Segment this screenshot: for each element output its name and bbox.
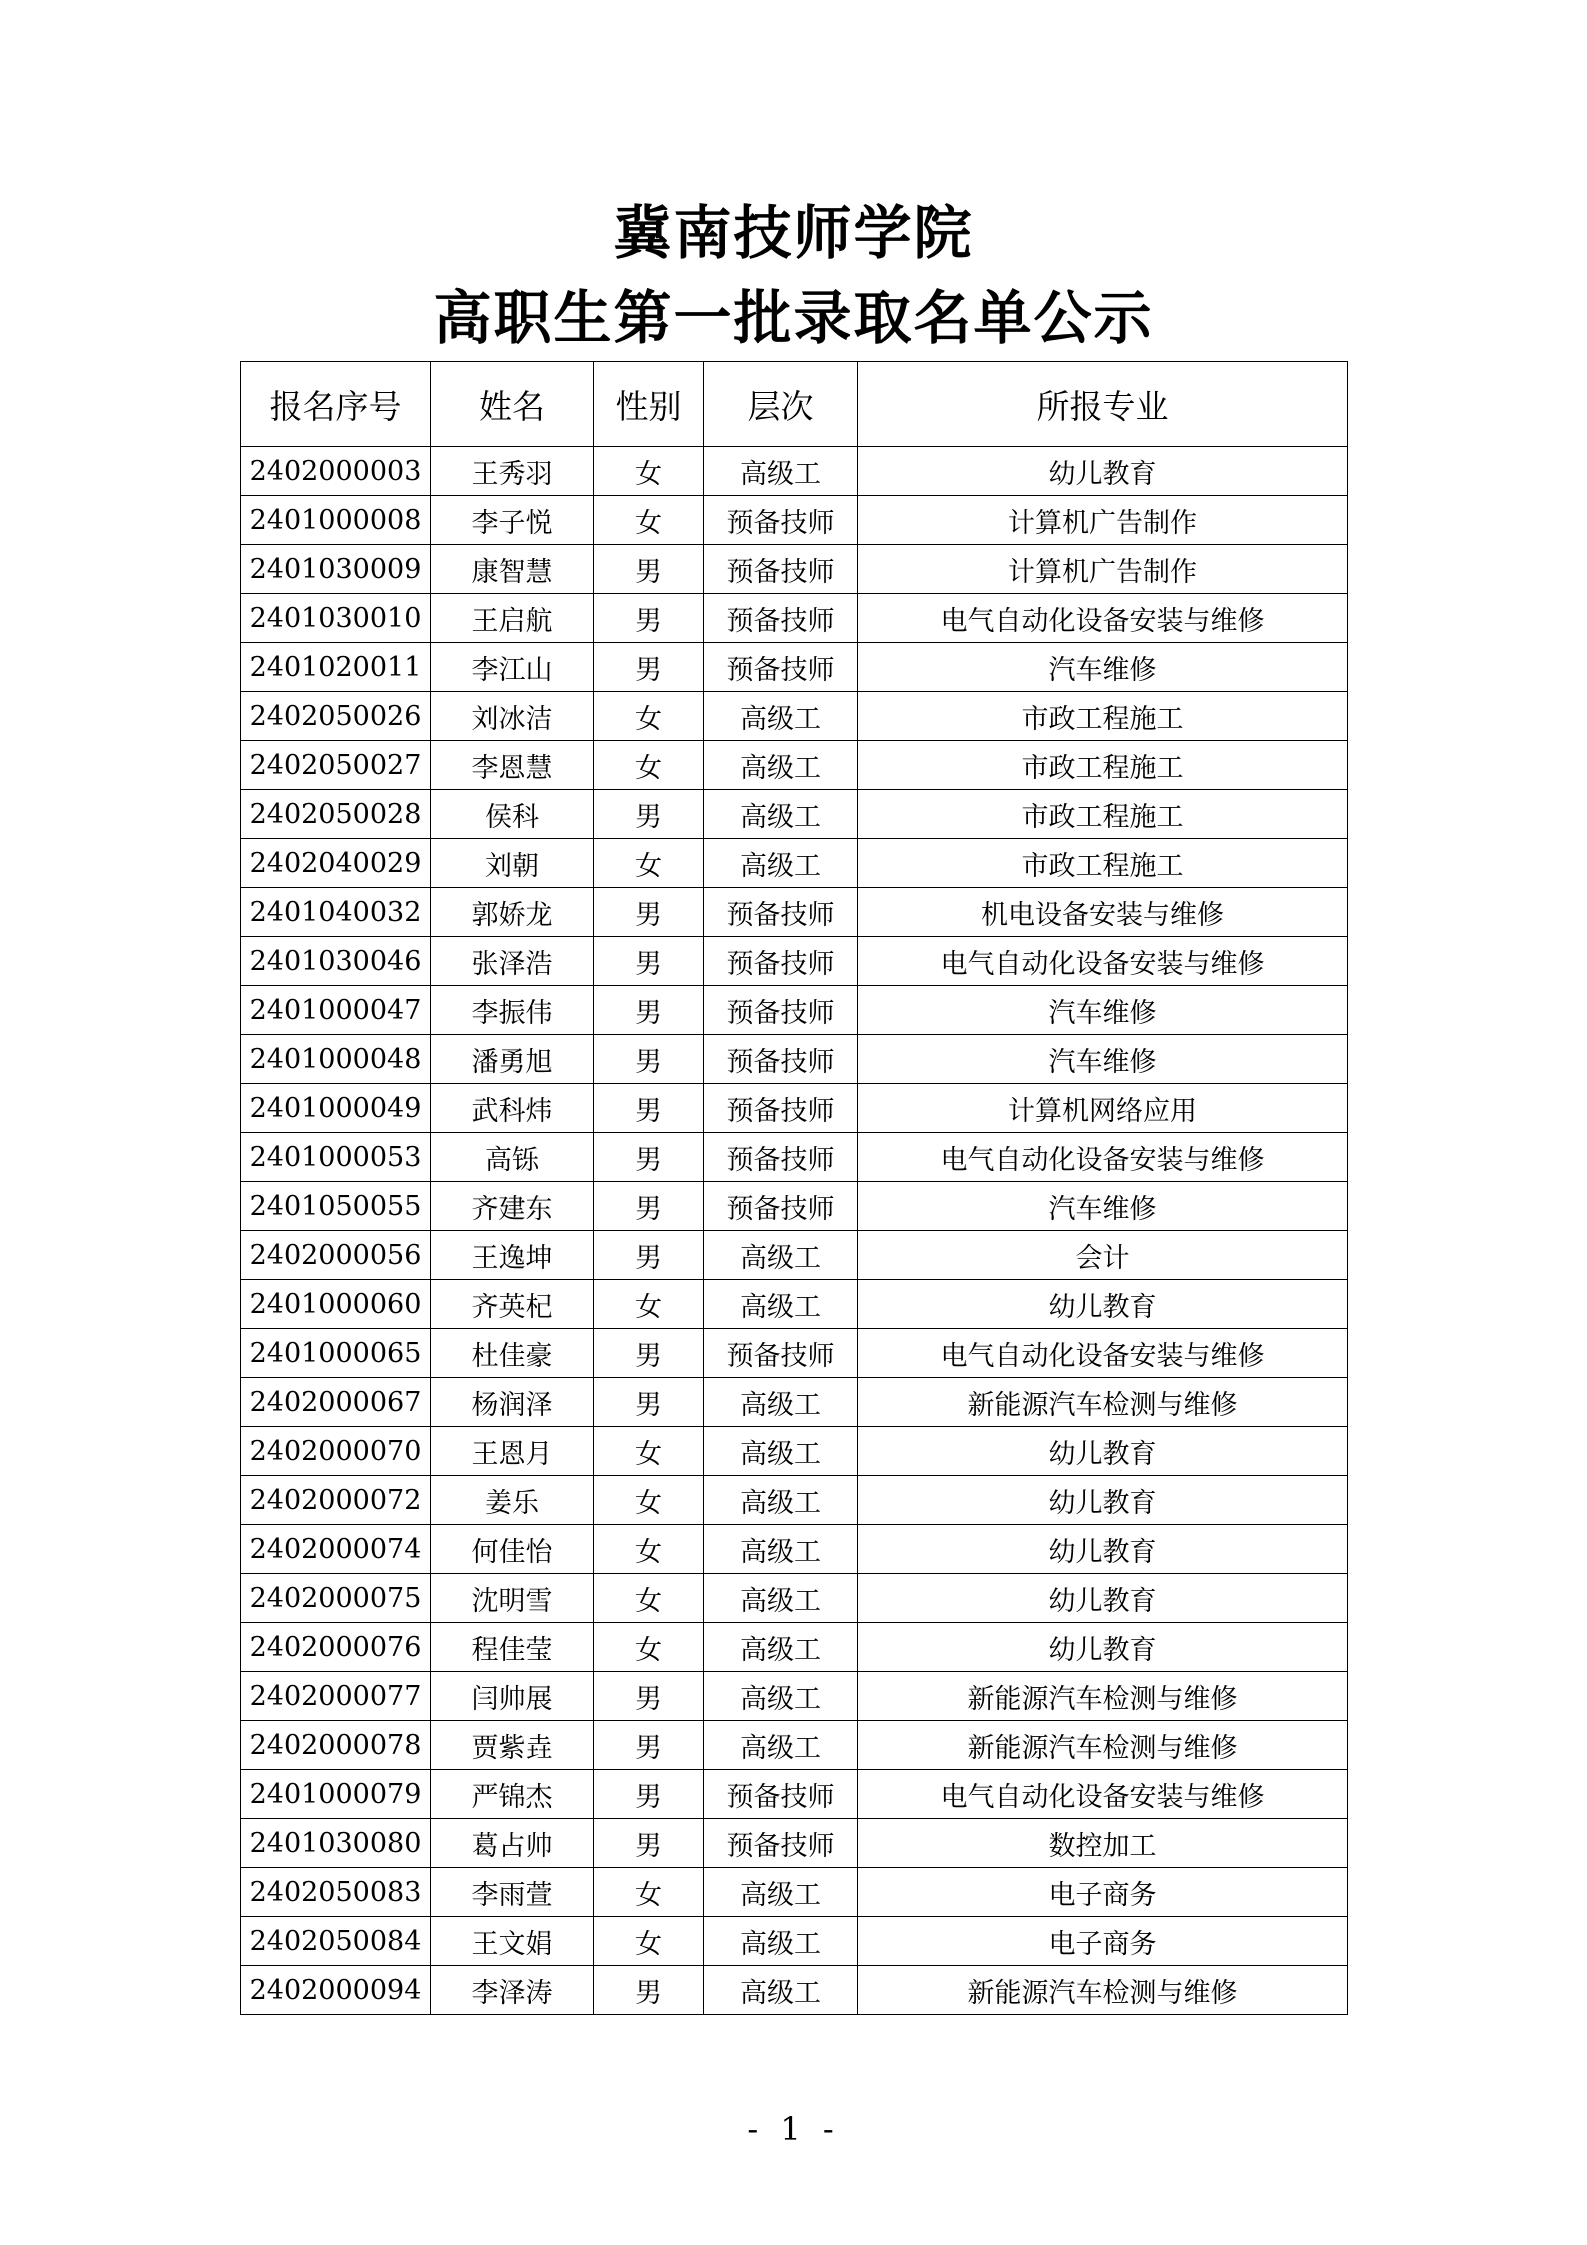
table-row xyxy=(241,447,1348,496)
cell-registration-number: 2402050083 xyxy=(241,1868,431,1917)
cell-name: 侯科 xyxy=(431,790,594,839)
cell-major: 会计 xyxy=(858,1231,1348,1280)
cell-gender: 女 xyxy=(594,1476,704,1525)
cell-major: 新能源汽车检测与维修 xyxy=(858,1378,1348,1427)
table-body xyxy=(241,447,1348,2015)
cell-registration-number: 2402050026 xyxy=(241,692,431,741)
cell-level: 预备技师 xyxy=(704,1819,858,1868)
cell-registration-number: 2402000075 xyxy=(241,1574,431,1623)
cell-major: 机电设备安装与维修 xyxy=(858,888,1348,937)
table-row xyxy=(241,839,1348,888)
cell-level: 高级工 xyxy=(704,1966,858,2015)
cell-major: 汽车维修 xyxy=(858,1182,1348,1231)
cell-registration-number: 2402050027 xyxy=(241,741,431,790)
cell-name: 姜乐 xyxy=(431,1476,594,1525)
cell-registration-number: 2401000060 xyxy=(241,1280,431,1329)
table-row xyxy=(241,643,1348,692)
cell-registration-number: 2402000003 xyxy=(241,447,431,496)
cell-name: 沈明雪 xyxy=(431,1574,594,1623)
cell-level: 高级工 xyxy=(704,1280,858,1329)
cell-gender: 女 xyxy=(594,692,704,741)
cell-name: 贾紫垚 xyxy=(431,1721,594,1770)
cell-name: 康智慧 xyxy=(431,545,594,594)
cell-major: 电气自动化设备安装与维修 xyxy=(858,1770,1348,1819)
cell-name: 李振伟 xyxy=(431,986,594,1035)
cell-major: 电气自动化设备安装与维修 xyxy=(858,1133,1348,1182)
table-row xyxy=(241,1721,1348,1770)
cell-gender: 男 xyxy=(594,937,704,986)
cell-registration-number: 2401000049 xyxy=(241,1084,431,1133)
cell-registration-number: 2401030046 xyxy=(241,937,431,986)
table-row xyxy=(241,986,1348,1035)
cell-name: 武科炜 xyxy=(431,1084,594,1133)
cell-gender: 女 xyxy=(594,1623,704,1672)
cell-major: 电气自动化设备安装与维修 xyxy=(858,937,1348,986)
table-row xyxy=(241,1819,1348,1868)
table-row xyxy=(241,1476,1348,1525)
cell-major: 幼儿教育 xyxy=(858,1623,1348,1672)
cell-gender: 男 xyxy=(594,986,704,1035)
table-row xyxy=(241,1770,1348,1819)
cell-gender: 男 xyxy=(594,1721,704,1770)
cell-level: 预备技师 xyxy=(704,1035,858,1084)
table-row xyxy=(241,1133,1348,1182)
cell-gender: 男 xyxy=(594,1819,704,1868)
cell-gender: 男 xyxy=(594,1329,704,1378)
cell-registration-number: 2402050084 xyxy=(241,1917,431,1966)
cell-level: 高级工 xyxy=(704,1623,858,1672)
cell-gender: 男 xyxy=(594,594,704,643)
cell-major: 市政工程施工 xyxy=(858,741,1348,790)
cell-gender: 女 xyxy=(594,1917,704,1966)
cell-level: 高级工 xyxy=(704,1231,858,1280)
cell-name: 王恩月 xyxy=(431,1427,594,1476)
cell-level: 高级工 xyxy=(704,1721,858,1770)
cell-level: 高级工 xyxy=(704,790,858,839)
table-row xyxy=(241,1525,1348,1574)
cell-level: 高级工 xyxy=(704,1574,858,1623)
cell-gender: 男 xyxy=(594,1084,704,1133)
admission-list-table xyxy=(240,361,1348,2015)
cell-name: 闫帅展 xyxy=(431,1672,594,1721)
cell-name: 葛占帅 xyxy=(431,1819,594,1868)
cell-registration-number: 2401000053 xyxy=(241,1133,431,1182)
cell-major: 汽车维修 xyxy=(858,986,1348,1035)
cell-name: 何佳怡 xyxy=(431,1525,594,1574)
cell-gender: 男 xyxy=(594,790,704,839)
cell-level: 高级工 xyxy=(704,1868,858,1917)
cell-major: 汽车维修 xyxy=(858,1035,1348,1084)
cell-level: 预备技师 xyxy=(704,1770,858,1819)
cell-registration-number: 2402050028 xyxy=(241,790,431,839)
cell-level: 预备技师 xyxy=(704,1133,858,1182)
cell-name: 李江山 xyxy=(431,643,594,692)
cell-name: 张泽浩 xyxy=(431,937,594,986)
cell-level: 高级工 xyxy=(704,692,858,741)
cell-major: 幼儿教育 xyxy=(858,1574,1348,1623)
cell-level: 预备技师 xyxy=(704,1182,858,1231)
cell-name: 李泽涛 xyxy=(431,1966,594,2015)
cell-major: 计算机广告制作 xyxy=(858,496,1348,545)
table-row xyxy=(241,545,1348,594)
cell-gender: 女 xyxy=(594,496,704,545)
cell-name: 刘冰洁 xyxy=(431,692,594,741)
cell-registration-number: 2402000077 xyxy=(241,1672,431,1721)
cell-name: 潘勇旭 xyxy=(431,1035,594,1084)
cell-registration-number: 2401030009 xyxy=(241,545,431,594)
cell-major: 数控加工 xyxy=(858,1819,1348,1868)
cell-registration-number: 2402000076 xyxy=(241,1623,431,1672)
cell-registration-number: 2401000065 xyxy=(241,1329,431,1378)
cell-registration-number: 2401030080 xyxy=(241,1819,431,1868)
cell-major: 新能源汽车检测与维修 xyxy=(858,1672,1348,1721)
cell-major: 市政工程施工 xyxy=(858,692,1348,741)
cell-registration-number: 2402000074 xyxy=(241,1525,431,1574)
cell-registration-number: 2401020011 xyxy=(241,643,431,692)
cell-registration-number: 2401000048 xyxy=(241,1035,431,1084)
cell-registration-number: 2402000072 xyxy=(241,1476,431,1525)
cell-major: 市政工程施工 xyxy=(858,790,1348,839)
cell-major: 计算机网络应用 xyxy=(858,1084,1348,1133)
cell-name: 郭娇龙 xyxy=(431,888,594,937)
table-row xyxy=(241,1427,1348,1476)
table-row xyxy=(241,1231,1348,1280)
header-major: 所报专业 xyxy=(858,362,1348,447)
table-row xyxy=(241,790,1348,839)
header-gender: 性别 xyxy=(594,362,704,447)
table-row xyxy=(241,1329,1348,1378)
document-subtitle: 高职生第一批录取名单公示 xyxy=(433,284,1154,352)
cell-major: 电子商务 xyxy=(858,1868,1348,1917)
cell-name: 齐建东 xyxy=(431,1182,594,1231)
cell-gender: 男 xyxy=(594,888,704,937)
header-name: 姓名 xyxy=(431,362,594,447)
cell-gender: 女 xyxy=(594,447,704,496)
cell-level: 预备技师 xyxy=(704,545,858,594)
table-row xyxy=(241,741,1348,790)
cell-level: 高级工 xyxy=(704,839,858,888)
cell-level: 预备技师 xyxy=(704,594,858,643)
cell-gender: 男 xyxy=(594,1770,704,1819)
cell-name: 李子悦 xyxy=(431,496,594,545)
cell-registration-number: 2401030010 xyxy=(241,594,431,643)
cell-level: 高级工 xyxy=(704,1476,858,1525)
cell-name: 李雨萱 xyxy=(431,1868,594,1917)
table-row xyxy=(241,496,1348,545)
cell-major: 电气自动化设备安装与维修 xyxy=(858,594,1348,643)
cell-gender: 女 xyxy=(594,1427,704,1476)
cell-level: 预备技师 xyxy=(704,888,858,937)
cell-gender: 女 xyxy=(594,1574,704,1623)
cell-gender: 女 xyxy=(594,1868,704,1917)
table-row xyxy=(241,1280,1348,1329)
cell-gender: 男 xyxy=(594,1378,704,1427)
table-row xyxy=(241,1574,1348,1623)
cell-level: 预备技师 xyxy=(704,986,858,1035)
cell-registration-number: 2401000047 xyxy=(241,986,431,1035)
table-row xyxy=(241,692,1348,741)
cell-name: 王文娟 xyxy=(431,1917,594,1966)
cell-name: 杨润泽 xyxy=(431,1378,594,1427)
cell-name: 王启航 xyxy=(431,594,594,643)
header-level: 层次 xyxy=(704,362,858,447)
cell-gender: 男 xyxy=(594,1231,704,1280)
cell-level: 高级工 xyxy=(704,1378,858,1427)
table-row xyxy=(241,1623,1348,1672)
cell-registration-number: 2401000079 xyxy=(241,1770,431,1819)
cell-name: 程佳莹 xyxy=(431,1623,594,1672)
document-title: 冀南技师学院 xyxy=(613,199,974,267)
cell-name: 齐英杞 xyxy=(431,1280,594,1329)
table-row xyxy=(241,1966,1348,2015)
cell-level: 预备技师 xyxy=(704,643,858,692)
table-row xyxy=(241,1672,1348,1721)
cell-gender: 男 xyxy=(594,545,704,594)
cell-name: 刘朝 xyxy=(431,839,594,888)
cell-registration-number: 2402000078 xyxy=(241,1721,431,1770)
cell-name: 严锦杰 xyxy=(431,1770,594,1819)
page-number: - 1 - xyxy=(747,2110,840,2148)
cell-major: 电子商务 xyxy=(858,1917,1348,1966)
cell-gender: 男 xyxy=(594,1133,704,1182)
cell-major: 新能源汽车检测与维修 xyxy=(858,1966,1348,2015)
cell-registration-number: 2401050055 xyxy=(241,1182,431,1231)
cell-major: 市政工程施工 xyxy=(858,839,1348,888)
cell-name: 王逸坤 xyxy=(431,1231,594,1280)
table-row xyxy=(241,594,1348,643)
table-row xyxy=(241,937,1348,986)
cell-major: 幼儿教育 xyxy=(858,1280,1348,1329)
cell-level: 预备技师 xyxy=(704,937,858,986)
cell-gender: 男 xyxy=(594,1035,704,1084)
cell-level: 高级工 xyxy=(704,447,858,496)
cell-gender: 女 xyxy=(594,839,704,888)
table-row xyxy=(241,888,1348,937)
table-row xyxy=(241,1917,1348,1966)
cell-major: 新能源汽车检测与维修 xyxy=(858,1721,1348,1770)
cell-major: 汽车维修 xyxy=(858,643,1348,692)
cell-major: 幼儿教育 xyxy=(858,1525,1348,1574)
cell-gender: 女 xyxy=(594,1525,704,1574)
cell-name: 李恩慧 xyxy=(431,741,594,790)
header-registration-number: 报名序号 xyxy=(241,362,431,447)
cell-level: 高级工 xyxy=(704,1525,858,1574)
cell-level: 高级工 xyxy=(704,1672,858,1721)
cell-level: 预备技师 xyxy=(704,1329,858,1378)
cell-registration-number: 2402040029 xyxy=(241,839,431,888)
table-row xyxy=(241,1182,1348,1231)
cell-level: 预备技师 xyxy=(704,496,858,545)
cell-name: 高铄 xyxy=(431,1133,594,1182)
cell-name: 杜佳豪 xyxy=(431,1329,594,1378)
cell-gender: 男 xyxy=(594,1182,704,1231)
cell-registration-number: 2402000067 xyxy=(241,1378,431,1427)
cell-major: 电气自动化设备安装与维修 xyxy=(858,1329,1348,1378)
cell-level: 高级工 xyxy=(704,1917,858,1966)
cell-registration-number: 2401040032 xyxy=(241,888,431,937)
table-row xyxy=(241,1378,1348,1427)
cell-registration-number: 2402000094 xyxy=(241,1966,431,2015)
cell-gender: 男 xyxy=(594,1966,704,2015)
cell-registration-number: 2402000056 xyxy=(241,1231,431,1280)
cell-gender: 女 xyxy=(594,1280,704,1329)
cell-major: 计算机广告制作 xyxy=(858,545,1348,594)
cell-gender: 男 xyxy=(594,643,704,692)
cell-level: 高级工 xyxy=(704,1427,858,1476)
cell-major: 幼儿教育 xyxy=(858,447,1348,496)
table-row xyxy=(241,1084,1348,1133)
cell-level: 高级工 xyxy=(704,741,858,790)
cell-major: 幼儿教育 xyxy=(858,1476,1348,1525)
table-row xyxy=(241,1868,1348,1917)
cell-major: 幼儿教育 xyxy=(858,1427,1348,1476)
cell-level: 预备技师 xyxy=(704,1084,858,1133)
cell-registration-number: 2402000070 xyxy=(241,1427,431,1476)
cell-gender: 男 xyxy=(594,1672,704,1721)
table-header-row xyxy=(241,362,1348,447)
table-row xyxy=(241,1035,1348,1084)
cell-gender: 女 xyxy=(594,741,704,790)
cell-name: 王秀羽 xyxy=(431,447,594,496)
cell-registration-number: 2401000008 xyxy=(241,496,431,545)
